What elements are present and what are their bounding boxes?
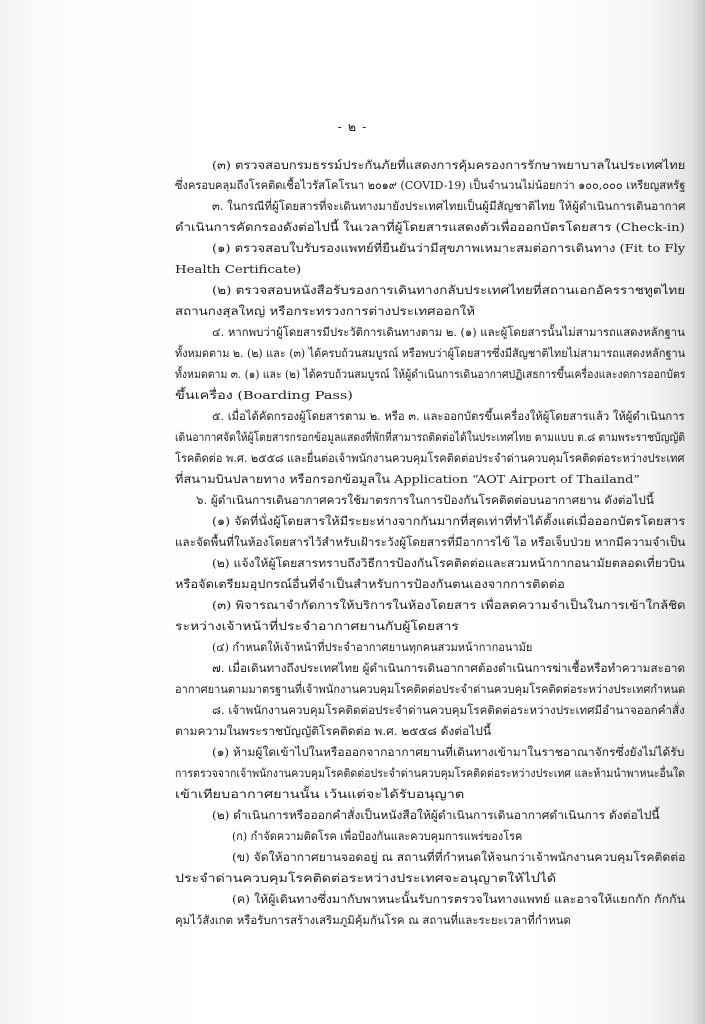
- text-line: คุมไว้สังเกต หรือรับการสร้างเสริมภูมิคุ้มกันโรค ณ สถานที่และระยะเวลาที่กำหนด: [175, 913, 571, 927]
- text-line: ประจำด่านควบคุมโรคติดต่อระหว่างประเทศจะอนุญาตให้ไปได้: [175, 871, 557, 885]
- text-line: ๖. ผู้ดำเนินการเดินอากาศควรใช้มาตรการในการป้องกันโรคติดต่อบนอากาศยาน ดังต่อไปนี้: [196, 493, 654, 507]
- text-line: (๑) ตรวจสอบใบรับรองแพทย์ที่ยืนยันว่ามีสุขภาพเหมาะสมต่อการเดินทาง (Fit to Fly: [212, 241, 686, 255]
- text-line: ๓. ในกรณีที่ผู้โดยสารที่จะเดินทางมายังประเทศไทยเป็นผู้มีสัญชาติไทย ให้ผู้ดำเนินการเดินอากาศ: [212, 199, 686, 213]
- text-line: อากาศยานตามมาตรฐานที่เจ้าพนักงานควบคุมโรคติดต่อประจำด่านควบคุมโรคติดต่อระหว่างประเทศกำหนด: [175, 682, 686, 696]
- text-line: (๒) ตรวจสอบหนังสือรับรองการเดินทางกลับประเทศไทยที่สถานเอกอัครราชทูตไทย: [212, 283, 686, 297]
- text-line: เข้าเทียบอากาศยานนั้น เว้นแต่จะได้รับอนุญาต: [175, 787, 465, 801]
- text-line: (๓) ตรวจสอบกรมธรรม์ประกันภัยที่แสดงการคุ้มครองการรักษาพยาบาลในประเทศไทย: [212, 158, 686, 172]
- text-line: ซึ่งครอบคลุมถึงโรคติดเชื้อไวรัสโคโรนา ๒๐๑๙ (COVID-19) เป็นจำนวนไม่น้อยกว่า ๑๐๐,๐๐๐ เหรียญสหรัฐ: [175, 178, 686, 192]
- text-line: (๒) ดำเนินการหรือออกคำสั่งเป็นหนังสือให้ผู้ดำเนินการเดินอากาศดำเนินการ ดังต่อไปนี้: [212, 808, 660, 822]
- page-number: - ๒ -: [337, 119, 368, 134]
- text-line: หรือจัดเตรียมอุปกรณ์อื่นที่จำเป็นสำหรับการป้องกันตนเองจากการติดต่อ: [175, 577, 565, 591]
- text-line: (๑) จัดที่นั่งผู้โดยสารให้มีระยะห่างจากกันมากที่สุดเท่าที่ทำได้ตั้งแต่เมื่อออกบัตรโดยสาร: [212, 514, 686, 528]
- text-line: ที่สนามบินปลายทาง หรือกรอกข้อมูลใน Application “AOT Airport of Thailand”: [175, 472, 640, 486]
- text-line: (๑) ห้ามผู้ใดเข้าไปในหรือออกจากอากาศยานที่เดินทางเข้ามาในราชอาณาจักรซึ่งยังไม่ได้รับ: [212, 745, 685, 759]
- page-edge-shadow: [691, 0, 705, 1024]
- text-line: (๒) แจ้งให้ผู้โดยสารทราบถึงวิธีการป้องกันโรคติดต่อและสวมหน้ากากอนามัยตลอดเที่ยวบิน: [212, 556, 685, 570]
- text-line: เดินอากาศจัดให้ผู้โดยสารกรอกข้อมูลแสดงที่พักที่สามารถติดต่อได้ในประเทศไทย ตามแบบ ต.๘ ตามพระราชบัญญัติ: [175, 430, 686, 444]
- text-line: (๔) กำหนดให้เจ้าหน้าที่ประจำอากาศยานทุกคนสวมหน้ากากอนามัย: [212, 640, 533, 654]
- text-line: Health Certificate): [175, 262, 302, 276]
- text-line: ดำเนินการคัดกรองดังต่อไปนี้ ในเวลาที่ผู้โดยสารแสดงตัวเพื่อออกบัตรโดยสาร (Check-in): [175, 220, 685, 234]
- text-line: การตรวจจากเจ้าพนักงานควบคุมโรคติดต่อประจำด่านควบคุมโรคติดต่อระหว่างประเทศ และห้ามนำพาหนะอื่นใด: [175, 766, 686, 780]
- text-line: ๗. เมื่อเดินทางถึงประเทศไทย ผู้ดำเนินการเดินอากาศต้องดำเนินการฆ่าเชื้อหรือทำความสะอาด: [212, 661, 686, 675]
- text-line: โรคติดต่อ พ.ศ. ๒๕๕๘ และยื่นต่อเจ้าพนักงานควบคุมโรคติดต่อประจำด่านควบคุมโรคติดต่อระหว่างประเทศ: [175, 451, 685, 465]
- text-line: และจัดพื้นที่ในห้องโดยสารไว้สำหรับเฝ้าระวังผู้โดยสารที่มีอาการไข้ ไอ หรือเจ็บป่วย หากมีความจำเป็น: [175, 535, 686, 549]
- text-line: ๘. เจ้าพนักงานควบคุมโรคติดต่อประจำด่านควบคุมโรคติดต่อระหว่างประเทศมีอำนาจออกคำสั่ง: [212, 703, 685, 717]
- text-line: (ค) ให้ผู้เดินทางซึ่งมากับพาหนะนั้นรับการตรวจในทางแพทย์ และอาจให้แยกกัก กักกัน: [232, 892, 686, 906]
- text-line: ๕. เมื่อได้คัดกรองผู้โดยสารตาม ๒. หรือ ๓. และออกบัตรขึ้นเครื่องให้ผู้โดยสารแล้ว ให้ผู้ดำเนินการ: [212, 409, 685, 423]
- text-line: ระหว่างเจ้าหน้าที่ประจำอากาศยานกับผู้โดยสาร: [175, 619, 459, 633]
- text-line: ขึ้นเครื่อง (Boarding Pass): [175, 388, 353, 402]
- text-line: สถานกงสุลใหญ่ หรือกระทรวงการต่างประเทศออกให้: [175, 304, 475, 318]
- text-line: ทั้งหมดตาม ๓. (๑) และ (๒) ได้ครบถ้วนสมบูรณ์ ให้ผู้ดำเนินการเดินอากาศปฏิเสธการขึ้นเครื่องและงดการออกบัตร: [175, 367, 686, 381]
- text-line: ทั้งหมดตาม ๒. (๒) และ (๓) ได้ครบถ้วนสมบูรณ์ หรือพบว่าผู้โดยสารซึ่งมีสัญชาติไทยไม่สามารถแสดงหลักฐาน: [175, 346, 686, 360]
- text-line: (ข) จัดให้อากาศยานจอดอยู่ ณ สถานที่ที่กำหนดให้จนกว่าเจ้าพนักงานควบคุมโรคติดต่อ: [232, 850, 686, 864]
- text-line: (๓) พิจารณาจำกัดการให้บริการในห้องโดยสาร เพื่อลดความจำเป็นในการเข้าใกล้ชิด: [212, 598, 686, 612]
- text-line: ตามความในพระราชบัญญัติโรคติดต่อ พ.ศ. ๒๕๕๘ ดังต่อไปนี้: [175, 724, 492, 738]
- text-line: (ก) กำจัดความติดโรค เพื่อป้องกันและควบคุมการแพร่ของโรค: [232, 829, 523, 843]
- text-line: ๔. หากพบว่าผู้โดยสารมีประวัติการเดินทางตาม ๒. (๑) และผู้โดยสารนั้นไม่สามารถแสดงหลักฐาน: [212, 325, 685, 339]
